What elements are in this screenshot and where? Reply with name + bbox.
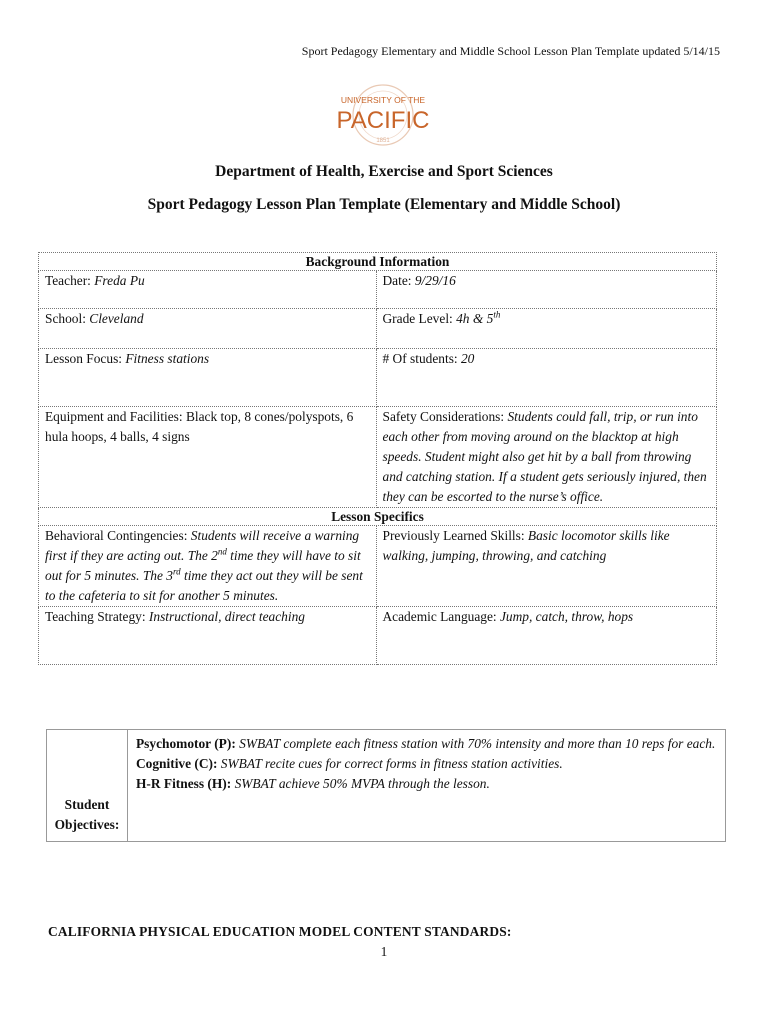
school-cell: School: Cleveland: [39, 309, 377, 349]
behavior-cell: Behavioral Contingencies: Students will receive a warning first if they are acting out. The 2nd time they will have to sit out for 5 minutes. The 3rd time they act out they will be sent to the cafeteria to sit for another 5 minutes.: [39, 526, 377, 607]
equipment-cell: Equipment and Facilities: Black top, 8 cones/polyspots, 6 hula hoops, 4 balls, 4 signs: [39, 407, 377, 508]
grade-sup: th: [493, 309, 501, 320]
students-cell: # Of students: 20: [376, 349, 717, 407]
teacher-cell: Teacher: Freda Pu: [39, 271, 377, 309]
language-value: Jump, catch, throw, hops: [499, 609, 634, 624]
date-cell: Date: 9/29/16: [376, 271, 717, 309]
students-value: 20: [460, 351, 475, 366]
cognitive-objective: Cognitive (C): SWBAT recite cues for correct forms in fitness station activities.: [136, 756, 563, 771]
equipment-value: Black top, 8 cones/polyspots, 6 hula hoops, 4 balls, 4 signs: [45, 409, 354, 444]
grade-value: 4h & 5: [456, 311, 494, 326]
logo-year: 1851: [376, 138, 390, 144]
language-cell: Academic Language: Jump, catch, throw, hops: [376, 607, 717, 665]
standards-heading: CALIFORNIA PHYSICAL EDUCATION MODEL CONTENT STANDARDS:: [48, 924, 512, 939]
objectives-label: Student Objectives:: [47, 730, 128, 842]
objectives-table: [46, 729, 726, 842]
page-number: 1: [380, 944, 388, 959]
logo-name: PACIFIC: [336, 107, 430, 134]
school-value: Cleveland: [89, 311, 144, 326]
background-heading: Background Information: [39, 253, 717, 271]
logo-arc-text: UNIVERSITY OF THE: [340, 95, 426, 105]
objectives-content: [128, 730, 726, 842]
grade-cell: Grade Level: 4h & 5th: [376, 309, 717, 349]
date-value: 9/29/16: [414, 273, 456, 288]
running-header: Sport Pedagogy Elementary and Middle School Lesson Plan Template updated 5/14/15: [301, 44, 720, 58]
university-logo: [330, 82, 436, 152]
skills-cell: Previously Learned Skills: Basic locomotor skills like walking, jumping, throwing, and catching: [376, 526, 717, 607]
teacher-value: Freda Pu: [94, 273, 145, 288]
fitness-objective: H-R Fitness (H): SWBAT achieve 50% MVPA through the lesson.: [136, 776, 490, 791]
focus-value: Fitness stations: [125, 351, 210, 366]
behavior-value: Students will receive a warning first if they are acting out. The 2nd time they will have to sit out for 5 minutes. The 3rd time they act out they will be sent to the cafeteria to sit for another 5 minutes.: [45, 528, 363, 603]
strategy-cell: Teaching Strategy: Instructional, direct teaching: [39, 607, 377, 665]
template-title: Sport Pedagogy Lesson Plan Template (Elementary and Middle School): [147, 196, 621, 213]
focus-cell: Lesson Focus: Fitness stations: [39, 349, 377, 407]
psychomotor-objective: Psychomotor (P): SWBAT complete each fitness station with 70% intensity and more than 10 reps for each.: [136, 736, 716, 751]
strategy-value: Instructional, direct teaching: [148, 609, 305, 624]
skills-value: Basic locomotor skills like walking, jumping, throwing, and catching: [382, 528, 670, 563]
specifics-heading: Lesson Specifics: [39, 508, 717, 526]
safety-value: Students could fall, trip, or run into each other from moving around on the blacktop at high speeds. Student might also get hit by a ball from throwing and catching station. If a student gets seriously injured, then they can be escorted to the nurse’s office.: [382, 409, 707, 504]
department-title: Department of Health, Exercise and Sport Sciences: [215, 163, 553, 180]
safety-cell: Safety Considerations: Students could fall, trip, or run into each other from moving around on the blacktop at high speeds. Student might also get hit by a ball from throwing and catching station. If a student gets seriously injured, then they can be escorted to the nurse’s office.: [376, 407, 717, 508]
background-table: [38, 252, 717, 665]
